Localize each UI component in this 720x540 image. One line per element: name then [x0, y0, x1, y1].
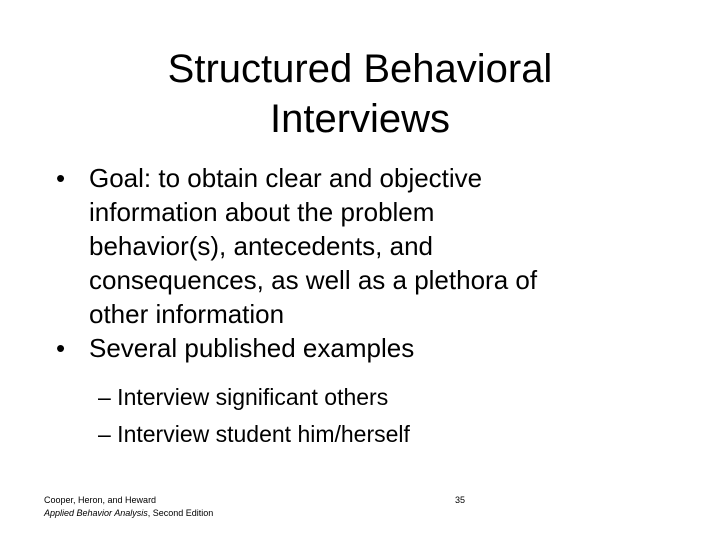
bullet-marker: • [56, 163, 66, 193]
bullet-text-line: consequences, as well as a plethora of [89, 265, 538, 295]
footer-citation [44, 494, 213, 520]
bullet-list [54, 161, 674, 365]
slide-title-line-2: Interviews [269, 97, 451, 141]
bullet-item [54, 161, 674, 331]
sub-bullet-item: – Interview significant others [98, 384, 389, 410]
bullet-item [54, 331, 674, 365]
footer-book-line [44, 507, 213, 520]
footer-authors: Cooper, Heron, and Heward [44, 495, 157, 505]
page-number: 35 [455, 495, 466, 505]
footer-book-title: Applied Behavior Analysis [44, 508, 148, 518]
slide-title-line-1: Structured Behavioral [167, 47, 553, 91]
bullet-text-line: behavior(s), antecedents, and [89, 231, 433, 261]
bullet-text-line: Several published examples [89, 333, 415, 363]
footer-edition: , Second Edition [147, 508, 214, 518]
bullet-text-line: information about the problem [89, 197, 435, 227]
bullet-text-line: other information [89, 299, 285, 329]
sub-bullet-item: – Interview student him/herself [98, 421, 410, 447]
sub-bullet-list [98, 379, 410, 453]
bullet-text-line: Goal: to obtain clear and objective [89, 163, 483, 193]
slide-title [60, 44, 660, 144]
bullet-marker: • [56, 333, 66, 363]
